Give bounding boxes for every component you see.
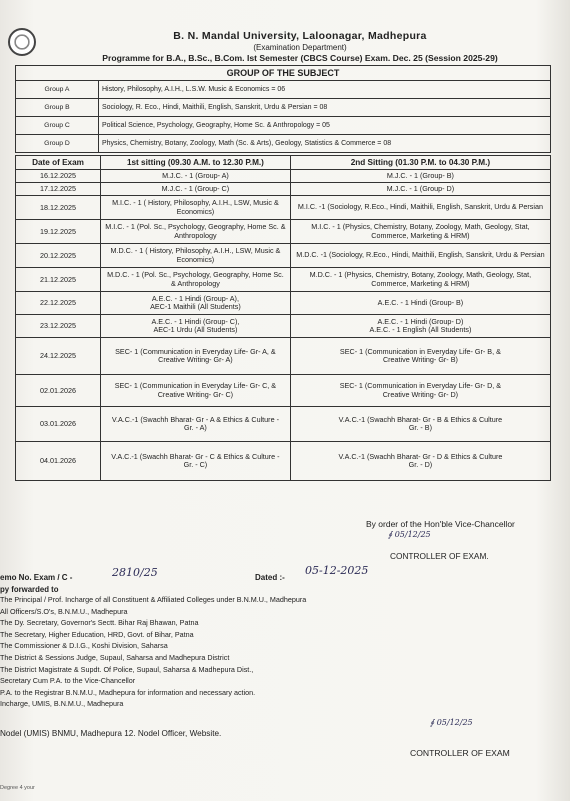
group-of-subject-table <box>15 65 551 153</box>
last-line: Nodel (UMIS) BNMU, Madhepura 12. Nodel Officer, Website. <box>0 729 222 738</box>
schedule-first-cell: M.D.C. - 1 (Pol. Sc., Psychology, Geography, Home Sc. & Anthropology <box>101 268 291 292</box>
schedule-second-cell: M.I.C. - 1 (Physics, Chemistry, Botany, Zoology, Math, Geology, Stat, Commerce, Marketing & HRM) <box>290 220 550 244</box>
schedule-row <box>16 338 551 375</box>
schedule-date-cell: 22.12.2025 <box>16 292 101 315</box>
schedule-row <box>16 407 551 442</box>
schedule-row <box>16 375 551 407</box>
schedule-row <box>16 268 551 292</box>
order-line: By order of the Hon'ble Vice-Chancellor <box>366 519 515 529</box>
copy-list-item: The Secretary, Higher Education, HRD, Govt. of Bihar, Patna <box>0 629 194 639</box>
group-subjects: Physics, Chemistry, Botany, Zoology, Math (Sc. & Arts), Geology, Statistics & Commerce = 08 <box>99 135 551 153</box>
schedule-first-cell: SEC- 1 (Communication in Everyday Life- Gr- C, & Creative Writing- Gr- C) <box>101 375 291 407</box>
schedule-date-cell: 04.01.2026 <box>16 442 101 481</box>
groups-title: GROUP OF THE SUBJECT <box>16 66 551 81</box>
schedule-second-cell: V.A.C.-1 (Swachh Bharat- Gr - B & Ethics & Culture Gr. - B) <box>290 407 550 442</box>
schedule-first-cell: M.J.C. - 1 (Group- A) <box>101 170 291 183</box>
group-row <box>16 81 551 99</box>
signature-1 <box>388 530 431 539</box>
group-label: Group A <box>16 81 99 99</box>
signature-scribble-icon-2: ∮ <box>430 718 435 727</box>
copy-list-item: Secretary Cum P.A. to the Vice-Chancellor <box>0 676 136 686</box>
signature-date-2: 05/12/25 <box>436 718 473 727</box>
memo-number-label: emo No. Exam / C - <box>0 573 73 582</box>
signature-scribble-icon: ∮ <box>388 530 393 539</box>
header-date: Date of Exam <box>16 156 101 170</box>
schedule-date-cell: 21.12.2025 <box>16 268 101 292</box>
group-label: Group B <box>16 99 99 117</box>
schedule-second-cell: V.A.C.-1 (Swachh Bharat- Gr - D & Ethics & Culture Gr. - D) <box>290 442 550 481</box>
controller-title-2: CONTROLLER OF EXAM <box>410 748 510 758</box>
schedule-first-cell: V.A.C.-1 (Swachh Bharat- Gr - A & Ethics & Culture - Gr. - A) <box>101 407 291 442</box>
group-row <box>16 99 551 117</box>
schedule-second-cell: SEC- 1 (Communication in Everyday Life- Gr- D, & Creative Writing- Gr- D) <box>290 375 550 407</box>
schedule-date-cell: 18.12.2025 <box>16 196 101 220</box>
copy-list-item: The District Magistrate & Supdt. Of Police, Supaul, Saharsa & Madhepura Dist., <box>0 664 254 674</box>
signature-date-1: 05/12/25 <box>394 530 431 539</box>
schedule-date-cell: 24.12.2025 <box>16 338 101 375</box>
group-subjects: Political Science, Psychology, Geography, Home Sc. & Anthropology = 05 <box>99 117 551 135</box>
group-subjects: Sociology, R. Eco., Hindi, Maithili, English, Sanskrit, Urdu & Persian = 08 <box>99 99 551 117</box>
schedule-first-cell: M.I.C. - 1 ( History, Philosophy, A.I.H., LSW, Music & Economics) <box>101 196 291 220</box>
schedule-second-cell: A.E.C. - 1 Hindi (Group- D) A.E.C. - 1 English (All Students) <box>290 315 550 338</box>
schedule-row <box>16 183 551 196</box>
schedule-date-cell: 03.01.2026 <box>16 407 101 442</box>
copy-forwarded-label: py forwarded to <box>0 585 59 594</box>
schedule-row <box>16 196 551 220</box>
schedule-date-cell: 23.12.2025 <box>16 315 101 338</box>
schedule-first-cell: A.E.C. - 1 Hindi (Group- C), AEC-1 Urdu (All Students) <box>101 315 291 338</box>
schedule-second-cell: M.D.C. - 1 (Physics, Chemistry, Botany, Zoology, Math, Geology, Stat, Commerce, Marketing & HRM) <box>290 268 550 292</box>
schedule-first-cell: M.I.C. - 1 (Pol. Sc., Psychology, Geography, Home Sc. & Anthropology <box>101 220 291 244</box>
copy-list-item: The Dy. Secretary, Governor's Sectt. Bihar Raj Bhawan, Patna <box>0 618 199 628</box>
schedule-date-cell: 17.12.2025 <box>16 183 101 196</box>
schedule-first-cell: V.A.C.-1 (Swachh Bharat- Gr - C & Ethics & Culture - Gr. - C) <box>101 442 291 481</box>
schedule-date-cell: 19.12.2025 <box>16 220 101 244</box>
dated-label: Dated :- <box>255 573 285 582</box>
signature-2 <box>430 718 473 727</box>
controller-title-1: CONTROLLER OF EXAM. <box>390 551 489 561</box>
footer-scan-text: Degree 4 your <box>0 785 35 791</box>
schedule-second-cell: M.J.C. - 1 (Group- B) <box>290 170 550 183</box>
group-row <box>16 117 551 135</box>
copy-list-item: P.A. to the Registrar B.N.M.U., Madhepura for information and necessary action. <box>0 687 256 697</box>
university-logo-icon <box>8 28 36 56</box>
copy-list-item: Incharge, UMIS, B.N.M.U., Madhepura <box>0 699 124 709</box>
memo-number-handwritten: 2810/25 <box>112 566 158 579</box>
copy-list-item: All Officers/S.O's, B.N.M.U., Madhepura <box>0 606 128 616</box>
schedule-row <box>16 315 551 338</box>
copy-list-item: The Principal / Prof. Incharge of all Constituent & Affiliated Colleges under B.N.M.U., Madhepura <box>0 595 307 604</box>
group-row <box>16 135 551 153</box>
group-label: Group C <box>16 117 99 135</box>
schedule-first-cell: SEC- 1 (Communication in Everyday Life- Gr- A, & Creative Writing- Gr- A) <box>101 338 291 375</box>
schedule-date-cell: 16.12.2025 <box>16 170 101 183</box>
copy-list-item: The District & Sessions Judge, Supaul, Saharsa and Madhepura District <box>0 653 230 662</box>
schedule-second-cell: M.I.C. -1 (Sociology, R.Eco., Hindi, Maithili, English, Sanskrit, Urdu & Persian <box>290 196 550 220</box>
schedule-second-cell: SEC- 1 (Communication in Everyday Life- Gr- B, & Creative Writing- Gr- B) <box>290 338 550 375</box>
schedule-row <box>16 220 551 244</box>
programme-title: Programme for B.A., B.Sc., B.Com. Ist Semester (CBCS Course) Exam. Dec. 25 (Session 2025-29) <box>102 53 498 63</box>
schedule-row <box>16 442 551 481</box>
schedule-date-cell: 20.12.2025 <box>16 244 101 268</box>
schedule-first-cell: M.D.C. - 1 ( History, Philosophy, A.I.H., LSW, Music & Economics) <box>101 244 291 268</box>
group-label: Group D <box>16 135 99 153</box>
schedule-second-cell: M.D.C. -1 (Sociology, R.Eco., Hindi, Maithili, English, Sanskrit, Urdu & Persian <box>290 244 550 268</box>
header-first-sitting: 1st sitting (09.30 A.M. to 12.30 P.M.) <box>101 156 291 170</box>
schedule-second-cell: M.J.C. - 1 (Group- D) <box>290 183 550 196</box>
exam-schedule-table <box>15 155 551 481</box>
schedule-first-cell: A.E.C. - 1 Hindi (Group- A), AEC-1 Maithili (All Students) <box>101 292 291 315</box>
schedule-row <box>16 170 551 183</box>
dated-handwritten: 05-12-2025 <box>305 564 369 577</box>
schedule-first-cell: M.J.C. - 1 (Group- C) <box>101 183 291 196</box>
schedule-row <box>16 292 551 315</box>
department-name: (Examination Department) <box>253 43 347 52</box>
schedule-row <box>16 244 551 268</box>
schedule-second-cell: A.E.C. - 1 Hindi (Group- B) <box>290 292 550 315</box>
group-subjects: History, Philosophy, A.I.H., L.S.W. Music & Economics = 06 <box>99 81 551 99</box>
schedule-date-cell: 02.01.2026 <box>16 375 101 407</box>
copy-list-item: The Commissioner & D.I.G., Koshi Division, Saharsa <box>0 641 168 651</box>
university-name: B. N. Mandal University, Laloonagar, Madhepura <box>173 30 427 42</box>
header-second-sitting: 2nd Sitting (01.30 P.M. to 04.30 P.M.) <box>290 156 550 170</box>
